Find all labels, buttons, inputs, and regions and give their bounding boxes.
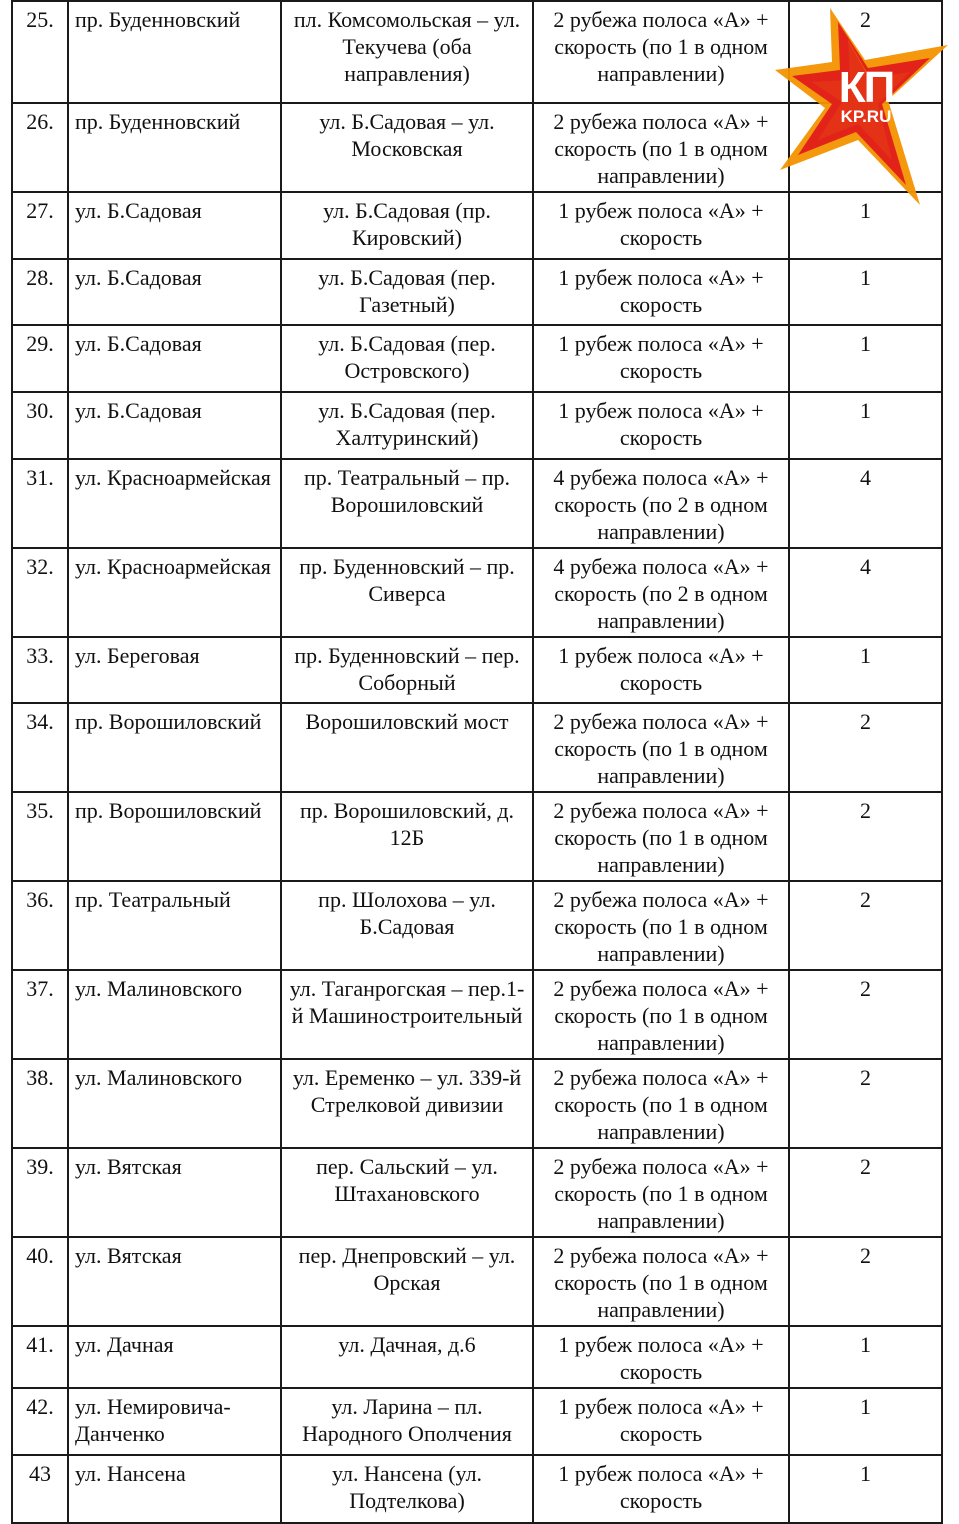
cell-section: пер. Днепровский – ул. Орская <box>281 1237 533 1326</box>
cell-num: 37. <box>12 970 68 1059</box>
logo-site: KP.RU <box>840 107 892 126</box>
table-row <box>12 792 942 881</box>
cell-num: 33. <box>12 637 68 703</box>
cell-type: 2 рубежа полоса «А» + скорость (по 1 в одном направлении) <box>533 703 789 792</box>
cell-section: пр. Шолохова – ул. Б.Садовая <box>281 881 533 970</box>
cell-num: 36. <box>12 881 68 970</box>
table-row <box>12 259 942 325</box>
cell-section: пр. Буденновский – пер. Соборный <box>281 637 533 703</box>
cell-count: 2 <box>789 881 942 970</box>
cell-type: 1 рубеж полоса «А» + скорость <box>533 637 789 703</box>
cell-street: ул. Малиновского <box>68 1059 281 1148</box>
cell-section: ул. Нансена (ул. Подтелкова) <box>281 1455 533 1523</box>
cell-num: 38. <box>12 1059 68 1148</box>
table-row <box>12 1059 942 1148</box>
cell-section: ул. Б.Садовая (пер. Халтуринский) <box>281 392 533 459</box>
table-row <box>12 459 942 548</box>
cell-num: 31. <box>12 459 68 548</box>
cell-type: 2 рубежа полоса «А» + скорость (по 1 в одном направлении) <box>533 1059 789 1148</box>
cell-street: пр. Буденновский <box>68 103 281 192</box>
table-row <box>12 637 942 703</box>
cell-type: 4 рубежа полоса «А» + скорость (по 2 в одном направлении) <box>533 548 789 637</box>
cell-num: 27. <box>12 192 68 259</box>
cell-street: ул. Вятская <box>68 1148 281 1237</box>
cell-section: ул. Таганрогская – пер.1-й Машиностроительный <box>281 970 533 1059</box>
cell-count: 4 <box>789 459 942 548</box>
table-row <box>12 703 942 792</box>
cell-count: 2 <box>789 792 942 881</box>
cell-street: пр. Театральный <box>68 881 281 970</box>
cell-num: 40. <box>12 1237 68 1326</box>
table-row <box>12 1455 942 1523</box>
cell-street: ул. Немировича-Данченко <box>68 1388 281 1455</box>
table-row <box>12 1326 942 1388</box>
cell-num: 30. <box>12 392 68 459</box>
cell-count: 2 <box>789 970 942 1059</box>
cell-type: 1 рубеж полоса «А» + скорость <box>533 1455 789 1523</box>
cell-section: пр. Буденновский – пр. Сиверса <box>281 548 533 637</box>
table-row <box>12 1148 942 1237</box>
cell-type: 1 рубеж полоса «А» + скорость <box>533 1388 789 1455</box>
cell-count: 1 <box>789 259 942 325</box>
cell-num: 29. <box>12 325 68 392</box>
cell-type: 2 рубежа полоса «А» + скорость (по 1 в одном направлении) <box>533 970 789 1059</box>
table-row <box>12 392 942 459</box>
cell-num: 26. <box>12 103 68 192</box>
cell-section: пр. Ворошиловский, д. 12Б <box>281 792 533 881</box>
cell-street: ул. Малиновского <box>68 970 281 1059</box>
cell-type: 2 рубежа полоса «А» + скорость (по 1 в одном направлении) <box>533 1237 789 1326</box>
cell-section: ул. Ларина – пл. Народного Ополчения <box>281 1388 533 1455</box>
cell-num: 32. <box>12 548 68 637</box>
kp-logo-text <box>820 63 912 126</box>
cell-street: ул. Вятская <box>68 1237 281 1326</box>
cell-type: 1 рубеж полоса «А» + скорость <box>533 325 789 392</box>
cell-type: 1 рубеж полоса «А» + скорость <box>533 192 789 259</box>
cell-count: 4 <box>789 548 942 637</box>
cell-street: ул. Б.Садовая <box>68 192 281 259</box>
table-body <box>12 1 942 1523</box>
logo-brand: КП <box>838 63 894 112</box>
cell-street: ул. Б.Садовая <box>68 392 281 459</box>
cell-section: ул. Дачная, д.6 <box>281 1326 533 1388</box>
cell-type: 2 рубежа полоса «А» + скорость (по 1 в одном направлении) <box>533 1 789 103</box>
cell-section: ул. Б.Садовая (пр. Кировский) <box>281 192 533 259</box>
cell-type: 1 рубеж полоса «А» + скорость <box>533 1326 789 1388</box>
cell-type: 2 рубежа полоса «А» + скорость (по 1 в одном направлении) <box>533 792 789 881</box>
cell-type: 1 рубеж полоса «А» + скорость <box>533 392 789 459</box>
cell-count: 2 <box>789 1059 942 1148</box>
table-row <box>12 970 942 1059</box>
cell-section: пр. Театральный – пр. Ворошиловский <box>281 459 533 548</box>
cell-num: 42. <box>12 1388 68 1455</box>
cell-count: 1 <box>789 637 942 703</box>
cell-street: ул. Дачная <box>68 1326 281 1388</box>
cell-num: 41. <box>12 1326 68 1388</box>
cell-section: пер. Сальский – ул. Штахановского <box>281 1148 533 1237</box>
cell-section: ул. Б.Садовая (пер. Островского) <box>281 325 533 392</box>
cell-num: 35. <box>12 792 68 881</box>
table-row <box>12 1237 942 1326</box>
cell-num: 39. <box>12 1148 68 1237</box>
cell-section: ул. Еременко – ул. 339-й Стрелковой дивизии <box>281 1059 533 1148</box>
table-row <box>12 548 942 637</box>
cell-type: 2 рубежа полоса «А» + скорость (по 1 в одном направлении) <box>533 1148 789 1237</box>
cell-count: 1 <box>789 325 942 392</box>
cell-street: ул. Б.Садовая <box>68 259 281 325</box>
cell-street: ул. Красноармейская <box>68 548 281 637</box>
cell-count: 2 <box>789 1237 942 1326</box>
cell-count: 1 <box>789 1455 942 1523</box>
cell-type: 1 рубеж полоса «А» + скорость <box>533 259 789 325</box>
cell-num: 28. <box>12 259 68 325</box>
cell-count: 2 <box>789 1148 942 1237</box>
table-row <box>12 881 942 970</box>
cell-street: пр. Ворошиловский <box>68 703 281 792</box>
cell-street: ул. Красноармейская <box>68 459 281 548</box>
cell-count: 1 <box>789 1326 942 1388</box>
cell-num: 25. <box>12 1 68 103</box>
cell-count: 1 <box>789 392 942 459</box>
cameras-table <box>11 0 943 1524</box>
cell-section: Ворошиловский мост <box>281 703 533 792</box>
cell-street: ул. Нансена <box>68 1455 281 1523</box>
cell-type: 2 рубежа полоса «А» + скорость (по 1 в одном направлении) <box>533 103 789 192</box>
cell-section: ул. Б.Садовая – ул. Московская <box>281 103 533 192</box>
cell-count: 1 <box>789 1388 942 1455</box>
cell-type: 2 рубежа полоса «А» + скорость (по 1 в одном направлении) <box>533 881 789 970</box>
cell-street: пр. Буденновский <box>68 1 281 103</box>
cell-section: пл. Комсомольская – ул. Текучева (оба направления) <box>281 1 533 103</box>
cell-street: ул. Береговая <box>68 637 281 703</box>
cell-street: ул. Б.Садовая <box>68 325 281 392</box>
table-row <box>12 325 942 392</box>
cell-count: 2 <box>789 1 942 103</box>
cell-section: ул. Б.Садовая (пер. Газетный) <box>281 259 533 325</box>
cell-count: 1 <box>789 192 942 259</box>
cell-num: 34. <box>12 703 68 792</box>
cell-count: 2 <box>789 703 942 792</box>
cell-type: 4 рубежа полоса «А» + скорость (по 2 в одном направлении) <box>533 459 789 548</box>
cell-street: пр. Ворошиловский <box>68 792 281 881</box>
table-row <box>12 1388 942 1455</box>
cell-num: 43 <box>12 1455 68 1523</box>
